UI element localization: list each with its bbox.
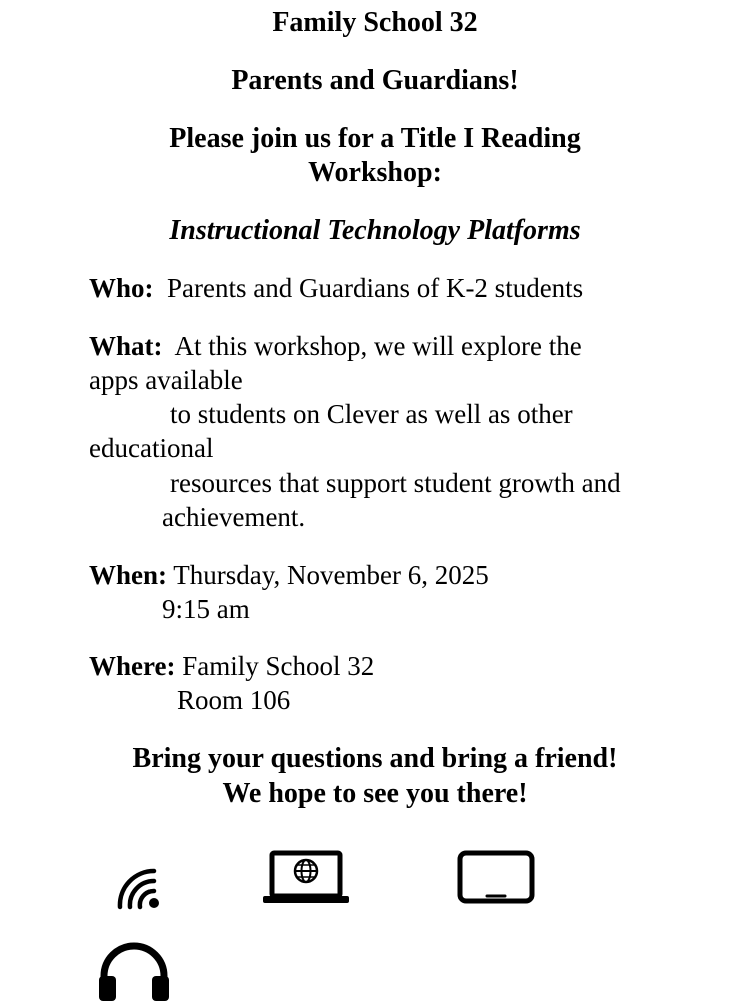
school-name: Family School 32 <box>272 7 478 38</box>
who-text: Parents and Guardians of K-2 students <box>167 273 584 303</box>
what-line-4: educational <box>89 433 214 463</box>
what-line-2: apps available <box>89 365 243 395</box>
workshop-subtitle: Instructional Technology Platforms <box>169 215 581 246</box>
invite-line-1: Please join us for a Title I Reading <box>169 123 581 154</box>
who-row <box>89 271 729 305</box>
wifi-icon <box>110 860 166 912</box>
what-row <box>89 329 729 363</box>
when-date: Thursday, November 6, 2025 <box>173 560 489 590</box>
invite-line-2: Workshop: <box>308 157 442 188</box>
what-line-5: resources that support student growth and <box>170 468 621 498</box>
what-label: What: <box>89 331 163 361</box>
where-place: Family School 32 <box>182 651 375 681</box>
when-row <box>89 558 729 592</box>
laptop-globe-icon <box>262 850 350 906</box>
what-line-6: achievement. <box>162 502 306 532</box>
tablet-icon <box>457 850 537 906</box>
when-time: 9:15 am <box>162 594 250 624</box>
where-row <box>89 649 729 683</box>
when-label: When: <box>89 560 168 590</box>
what-line-3: to students on Clever as well as other <box>170 399 573 429</box>
closing-line-2: We hope to see you there! <box>222 778 528 809</box>
what-line-1: At this workshop, we will explore the <box>174 331 582 361</box>
who-label: Who: <box>89 273 154 303</box>
closing-line-1: Bring your questions and bring a friend! <box>132 743 618 774</box>
where-room: Room 106 <box>177 685 291 715</box>
greeting-heading: Parents and Guardians! <box>231 65 519 96</box>
headphones-icon <box>96 938 172 1001</box>
where-label: Where: <box>89 651 176 681</box>
